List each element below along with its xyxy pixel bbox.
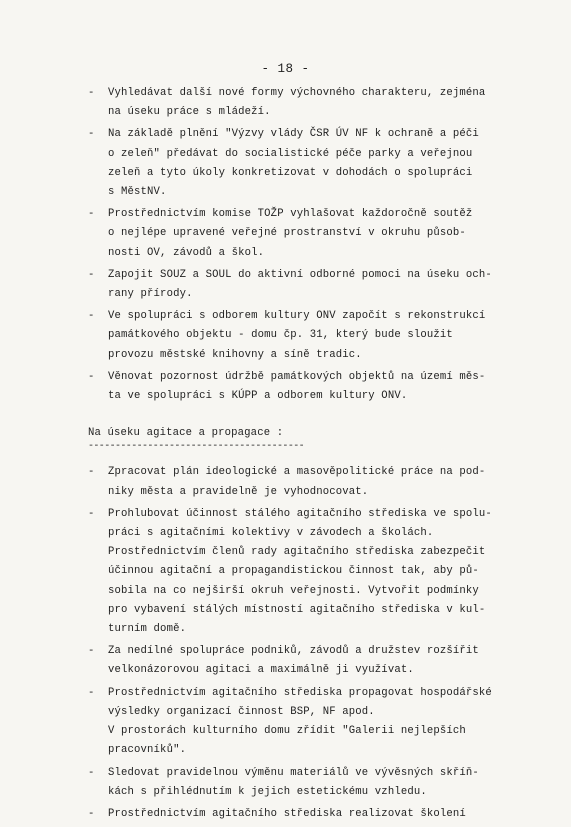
text-line: provozu městské knihovny a síně tradic. bbox=[108, 348, 362, 361]
section-heading bbox=[82, 424, 522, 451]
text-line: Věnovat pozornost údržbě památkových objektů na území měs- bbox=[108, 370, 486, 383]
text-line: turním domě. bbox=[108, 623, 187, 636]
section-title: Na úseku agitace a propagace : bbox=[88, 427, 284, 440]
page-number: - 18 - bbox=[261, 62, 310, 76]
text-line: účinnou agitační a propagandistickou činnost tak, aby pů- bbox=[108, 565, 479, 578]
text-line: Za nedílné spolupráce podniků, závodů a družstev rozšířit bbox=[108, 645, 479, 658]
text-line: niky města a pravidelně je vyhodnocovat. bbox=[108, 485, 369, 498]
list-item bbox=[82, 125, 522, 202]
text-line: na úseku práce s mládeží. bbox=[108, 106, 271, 119]
text-line: Prostřednictvím členů rady agitačního střediska zabezpečit bbox=[108, 546, 486, 559]
section-underline: ---------------------------------------- bbox=[88, 441, 305, 453]
text-line: kách s přihlédnutím k jejich estetickému vzhledu. bbox=[108, 785, 427, 798]
text-line: rany přírody. bbox=[108, 288, 193, 301]
text-line: nosti OV, závodů a škol. bbox=[108, 246, 265, 259]
list-item bbox=[82, 505, 522, 639]
text-line: sobila na co nejširší okruh veřejnosti. Vytvořit podmínky bbox=[108, 584, 479, 597]
text-line: Zpracovat plán ideologické a masověpolitické práce na pod- bbox=[108, 466, 486, 479]
list-item bbox=[82, 764, 522, 802]
list-item bbox=[82, 463, 522, 501]
text-line: Prostřednictvím agitačního střediska realizovat školení bbox=[108, 807, 466, 820]
document-body bbox=[82, 84, 522, 827]
text-line: Ve spolupráci s odborem kultury ONV započít s rekonstrukcí bbox=[108, 310, 486, 323]
bullet-dash: - bbox=[88, 645, 95, 658]
text-line: Zapojit SOUZ a SOUL do aktivní odborné pomoci na úseku och- bbox=[108, 268, 492, 281]
bullet-dash: - bbox=[88, 208, 95, 221]
text-line: s MěstNV. bbox=[108, 186, 167, 199]
list-item bbox=[82, 205, 522, 263]
list-item bbox=[82, 307, 522, 365]
text-line: Na základě plnění "Výzvy vlády ČSR ÚV NF k ochraně a péči bbox=[108, 128, 479, 141]
text-line: Vyhledávat další nové formy výchovného charakteru, zejména bbox=[108, 87, 486, 99]
bullet-dash: - bbox=[88, 807, 95, 820]
text-line: pro vybavení stálých místností agitačního střediska v kul- bbox=[108, 603, 486, 616]
bullet-dash: - bbox=[88, 466, 95, 479]
text-line: Sledovat pravidelnou výměnu materiálů ve vývěsných skříň- bbox=[108, 766, 479, 779]
text-line: velkonázorovou agitaci a maximálně ji využívat. bbox=[108, 664, 414, 677]
text-line: Prohlubovat účinnost stálého agitačního střediska ve spolu- bbox=[108, 507, 492, 520]
text-line: V prostorách kulturního domu zřídit "Galerii nejlepších bbox=[108, 725, 466, 738]
text-line: ta ve spolupráci s KÚPP a odborem kultury ONV. bbox=[108, 390, 408, 403]
list-item bbox=[82, 266, 522, 304]
measures-list-bottom bbox=[82, 463, 522, 824]
list-item bbox=[82, 368, 522, 406]
text-line: Prostřednictvím komise TOŽP vyhlašovat každoročně soutěž bbox=[108, 208, 473, 221]
list-item bbox=[82, 684, 522, 761]
bullet-dash: - bbox=[88, 766, 95, 779]
text-line: o nejlépe upravené veřejné prostranství v okruhu působ- bbox=[108, 227, 466, 240]
text-line: práci s agitačními kolektivy v závodech a školách. bbox=[108, 527, 434, 540]
bullet-dash: - bbox=[88, 686, 95, 699]
bullet-dash: - bbox=[88, 310, 95, 323]
measures-list-top bbox=[82, 84, 522, 406]
list-item bbox=[82, 84, 522, 122]
bullet-dash: - bbox=[88, 268, 95, 281]
text-line: pracovníků". bbox=[108, 744, 187, 757]
list-item bbox=[82, 642, 522, 680]
bullet-dash: - bbox=[88, 370, 95, 383]
text-line: památkového objektu - domu čp. 31, který bude sloužit bbox=[108, 329, 453, 342]
bullet-dash: - bbox=[88, 128, 95, 141]
text-line: o zeleň" předávat do socialistické péče parky a veřejnou bbox=[108, 147, 473, 160]
text-line: zeleň a tyto úkoly konkretizovat v dohodách o spolupráci bbox=[108, 166, 473, 179]
text-line: výsledky organizací činnost BSP, NF apod. bbox=[108, 705, 375, 718]
bullet-dash: - bbox=[88, 507, 95, 520]
text-line: Prostřednictvím agitačního střediska propagovat hospodářské bbox=[108, 686, 492, 699]
list-item bbox=[82, 805, 522, 824]
bullet-dash: - bbox=[88, 87, 95, 99]
